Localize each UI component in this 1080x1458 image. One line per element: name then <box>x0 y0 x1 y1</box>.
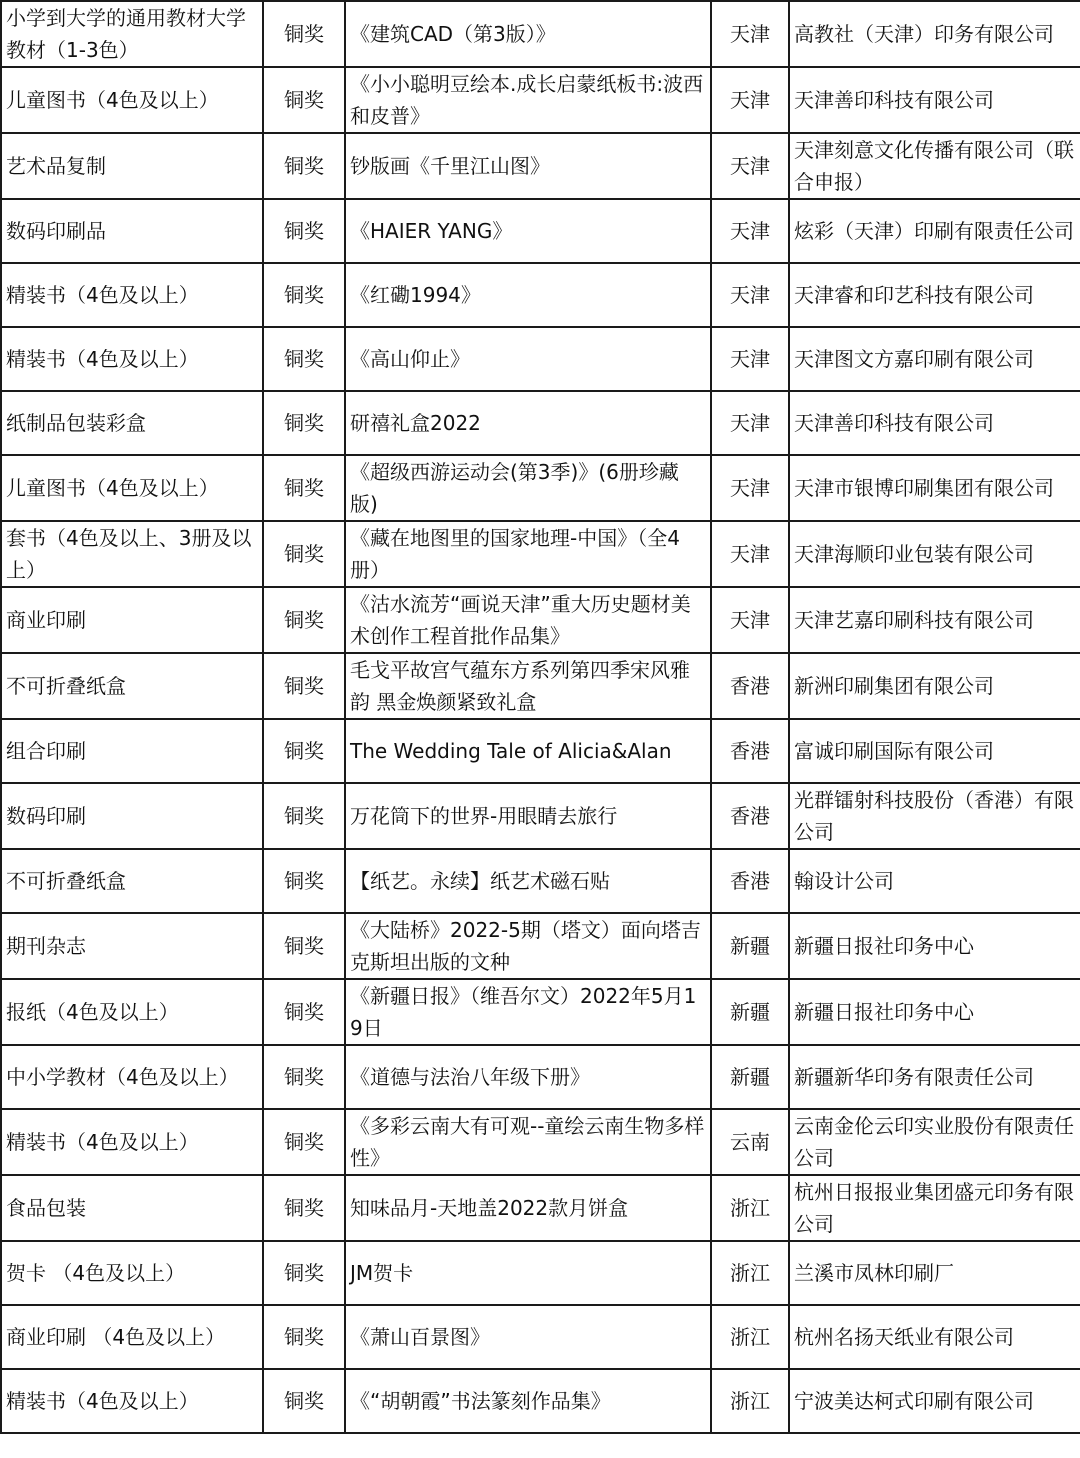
region-cell: 天津 <box>711 391 789 455</box>
region-cell: 香港 <box>711 653 789 719</box>
category-cell: 期刊杂志 <box>1 913 263 979</box>
company-cell: 天津图文方嘉印刷有限公司 <box>789 327 1080 391</box>
award-cell: 铜奖 <box>263 521 345 587</box>
category-cell: 精装书（4色及以上） <box>1 1109 263 1175</box>
region-cell: 浙江 <box>711 1241 789 1305</box>
table-row <box>1 263 1080 327</box>
company-cell: 新疆日报社印务中心 <box>789 979 1080 1045</box>
award-cell: 铜奖 <box>263 979 345 1045</box>
category-cell: 贺卡 （4色及以上） <box>1 1241 263 1305</box>
work-cell: 《“胡朝霞”书法篆刻作品集》 <box>345 1369 711 1433</box>
award-cell: 铜奖 <box>263 1175 345 1241</box>
company-cell: 翰设计公司 <box>789 849 1080 913</box>
table-row <box>1 719 1080 783</box>
table-row <box>1 455 1080 521</box>
category-cell: 商业印刷 <box>1 587 263 653</box>
table-row <box>1 1 1080 67</box>
category-cell: 数码印刷品 <box>1 199 263 263</box>
company-cell: 新疆新华印务有限责任公司 <box>789 1045 1080 1109</box>
work-cell: 《HAIER YANG》 <box>345 199 711 263</box>
table-row <box>1 1241 1080 1305</box>
work-cell: 【纸艺。永续】纸艺术磁石贴 <box>345 849 711 913</box>
region-cell: 香港 <box>711 849 789 913</box>
category-cell: 组合印刷 <box>1 719 263 783</box>
category-cell: 不可折叠纸盒 <box>1 653 263 719</box>
company-cell: 富诚印刷国际有限公司 <box>789 719 1080 783</box>
work-cell: 《高山仰止》 <box>345 327 711 391</box>
region-cell: 浙江 <box>711 1369 789 1433</box>
award-cell: 铜奖 <box>263 455 345 521</box>
category-cell: 食品包装 <box>1 1175 263 1241</box>
award-cell: 铜奖 <box>263 133 345 199</box>
award-cell: 铜奖 <box>263 1369 345 1433</box>
award-cell: 铜奖 <box>263 783 345 849</box>
category-cell: 报纸（4色及以上） <box>1 979 263 1045</box>
company-cell: 杭州名扬天纸业有限公司 <box>789 1305 1080 1369</box>
company-cell: 新疆日报社印务中心 <box>789 913 1080 979</box>
company-cell: 杭州日报报业集团盛元印务有限公司 <box>789 1175 1080 1241</box>
work-cell: 《超级西游运动会(第3季)》(6册珍藏版) <box>345 455 711 521</box>
category-cell: 数码印刷 <box>1 783 263 849</box>
company-cell: 兰溪市凤林印刷厂 <box>789 1241 1080 1305</box>
work-cell: 《藏在地图里的国家地理-中国》（全4册） <box>345 521 711 587</box>
company-cell: 宁波美达柯式印刷有限公司 <box>789 1369 1080 1433</box>
work-cell: 《萧山百景图》 <box>345 1305 711 1369</box>
region-cell: 天津 <box>711 1 789 67</box>
company-cell: 天津刻意文化传播有限公司（联合申报） <box>789 133 1080 199</box>
region-cell: 天津 <box>711 521 789 587</box>
table-row <box>1 849 1080 913</box>
table-row <box>1 199 1080 263</box>
award-cell: 铜奖 <box>263 913 345 979</box>
company-cell: 新洲印刷集团有限公司 <box>789 653 1080 719</box>
company-cell: 天津善印科技有限公司 <box>789 67 1080 133</box>
work-cell: JM贺卡 <box>345 1241 711 1305</box>
region-cell: 新疆 <box>711 913 789 979</box>
work-cell: 《道德与法治八年级下册》 <box>345 1045 711 1109</box>
award-cell: 铜奖 <box>263 327 345 391</box>
table-row <box>1 327 1080 391</box>
company-cell: 光群镭射科技股份（香港）有限公司 <box>789 783 1080 849</box>
table-row <box>1 1109 1080 1175</box>
award-cell: 铜奖 <box>263 263 345 327</box>
table-row <box>1 1305 1080 1369</box>
work-cell: 《小小聪明豆绘本.成长启蒙纸板书:波西和皮普》 <box>345 67 711 133</box>
work-cell: 万花筒下的世界-用眼睛去旅行 <box>345 783 711 849</box>
work-cell: 《多彩云南大有可观--童绘云南生物多样性》 <box>345 1109 711 1175</box>
award-cell: 铜奖 <box>263 199 345 263</box>
region-cell: 天津 <box>711 199 789 263</box>
region-cell: 天津 <box>711 327 789 391</box>
table-row <box>1 133 1080 199</box>
table-row <box>1 783 1080 849</box>
region-cell: 香港 <box>711 783 789 849</box>
work-cell: 毛戈平故宫气蕴东方系列第四季宋风雅韵 黑金焕颜紧致礼盒 <box>345 653 711 719</box>
table-row <box>1 1175 1080 1241</box>
award-cell: 铜奖 <box>263 849 345 913</box>
table-row <box>1 67 1080 133</box>
region-cell: 新疆 <box>711 1045 789 1109</box>
work-cell: 《建筑CAD（第3版）》 <box>345 1 711 67</box>
work-cell: 知味品月-天地盖2022款月饼盒 <box>345 1175 711 1241</box>
category-cell: 儿童图书（4色及以上） <box>1 455 263 521</box>
category-cell: 套书（4色及以上、3册及以上） <box>1 521 263 587</box>
table-row <box>1 587 1080 653</box>
company-cell: 天津艺嘉印刷科技有限公司 <box>789 587 1080 653</box>
region-cell: 新疆 <box>711 979 789 1045</box>
work-cell: 《沽水流芳“画说天津”重大历史题材美术创作工程首批作品集》 <box>345 587 711 653</box>
work-cell: 《红磡1994》 <box>345 263 711 327</box>
region-cell: 浙江 <box>711 1305 789 1369</box>
category-cell: 精装书（4色及以上） <box>1 263 263 327</box>
work-cell: 研禧礼盒2022 <box>345 391 711 455</box>
table-row <box>1 391 1080 455</box>
company-cell: 天津善印科技有限公司 <box>789 391 1080 455</box>
category-cell: 商业印刷 （4色及以上） <box>1 1305 263 1369</box>
table-row <box>1 1045 1080 1109</box>
company-cell: 天津市银博印刷集团有限公司 <box>789 455 1080 521</box>
region-cell: 天津 <box>711 587 789 653</box>
award-cell: 铜奖 <box>263 1241 345 1305</box>
table-row <box>1 979 1080 1045</box>
category-cell: 不可折叠纸盒 <box>1 849 263 913</box>
work-cell: 《大陆桥》2022-5期（塔文）面向塔吉克斯坦出版的文种 <box>345 913 711 979</box>
region-cell: 天津 <box>711 263 789 327</box>
region-cell: 云南 <box>711 1109 789 1175</box>
award-cell: 铜奖 <box>263 391 345 455</box>
table-row <box>1 1369 1080 1433</box>
region-cell: 香港 <box>711 719 789 783</box>
category-cell: 中小学教材（4色及以上） <box>1 1045 263 1109</box>
category-cell: 精装书（4色及以上） <box>1 327 263 391</box>
award-cell: 铜奖 <box>263 1305 345 1369</box>
company-cell: 天津睿和印艺科技有限公司 <box>789 263 1080 327</box>
table-row <box>1 913 1080 979</box>
award-cell: 铜奖 <box>263 1045 345 1109</box>
work-cell: The Wedding Tale of Alicia&Alan <box>345 719 711 783</box>
table-row <box>1 521 1080 587</box>
region-cell: 浙江 <box>711 1175 789 1241</box>
category-cell: 精装书（4色及以上） <box>1 1369 263 1433</box>
award-cell: 铜奖 <box>263 719 345 783</box>
work-cell: 《新疆日报》（维吾尔文）2022年5月19日 <box>345 979 711 1045</box>
category-cell: 小学到大学的通用教材大学教材（1-3色） <box>1 1 263 67</box>
award-cell: 铜奖 <box>263 653 345 719</box>
work-cell: 钞版画《千里江山图》 <box>345 133 711 199</box>
category-cell: 儿童图书（4色及以上） <box>1 67 263 133</box>
award-cell: 铜奖 <box>263 1 345 67</box>
table-row <box>1 653 1080 719</box>
company-cell: 云南金伦云印实业股份有限责任公司 <box>789 1109 1080 1175</box>
award-cell: 铜奖 <box>263 67 345 133</box>
category-cell: 艺术品复制 <box>1 133 263 199</box>
region-cell: 天津 <box>711 133 789 199</box>
award-cell: 铜奖 <box>263 587 345 653</box>
company-cell: 天津海顺印业包装有限公司 <box>789 521 1080 587</box>
award-cell: 铜奖 <box>263 1109 345 1175</box>
region-cell: 天津 <box>711 455 789 521</box>
company-cell: 高教社（天津）印务有限公司 <box>789 1 1080 67</box>
company-cell: 炫彩（天津）印刷有限责任公司 <box>789 199 1080 263</box>
region-cell: 天津 <box>711 67 789 133</box>
category-cell: 纸制品包装彩盒 <box>1 391 263 455</box>
